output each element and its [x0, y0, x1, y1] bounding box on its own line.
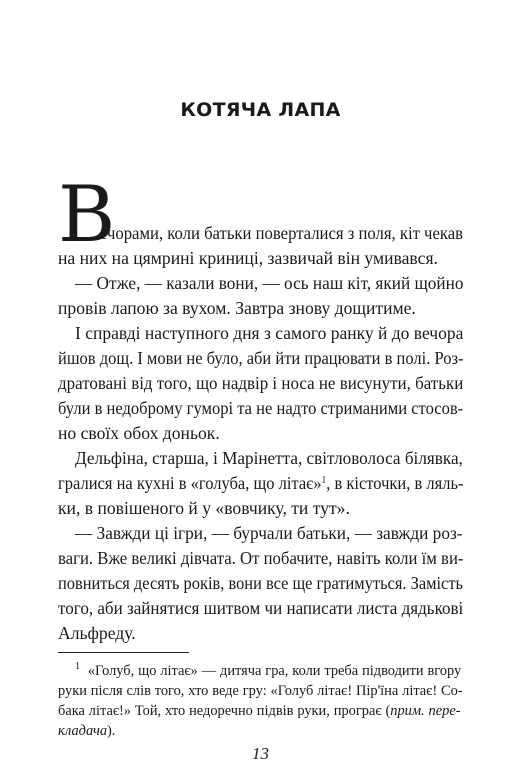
text-line: — Завжди ці ігри, — бурчали батьки, — завжди роз- — [75, 523, 463, 543]
text-line: І справді наступного дня з самого ранку й до вечора — [75, 323, 464, 343]
footnote-ref: 1 — [321, 475, 327, 486]
footnote-italic: прим. пере- — [390, 703, 461, 719]
footnote-line — [58, 702, 461, 721]
text-line: ечорами, коли батьки поверталися з поля, кіт чекав — [100, 223, 463, 243]
footnote-line — [75, 662, 461, 681]
footnote-text: «Голуб, що літає» — дитяча гра, коли треба підводити вгору — [87, 663, 462, 679]
text-line: на них на цямрині криниці, зазвичай він умивався. — [58, 248, 438, 268]
chapter-title: КОТЯЧА ЛАПА — [180, 99, 341, 121]
drop-cap: В — [58, 170, 116, 260]
footnote-line — [58, 722, 115, 741]
footnote-italic: кладача — [58, 723, 108, 739]
text-line: ваги. Вже великі дівчата. От побачите, навіть коли їм ви- — [58, 548, 464, 568]
page-number: 13 — [252, 744, 269, 763]
text-line: повниться десять років, вони все ще гратимуться. Замість — [58, 573, 464, 593]
footnote-line: руки після слів того, хто веде гру: «Голуб літає! Пір'їна літає! Со- — [58, 683, 463, 699]
text-line: — Отже, — казали вони, — ось наш кіт, який щойно — [75, 273, 464, 293]
footnote-text: ). — [107, 723, 116, 739]
text-line — [58, 471, 464, 495]
footnote-divider — [58, 652, 189, 653]
text-line: Дельфіна, старша, і Марінетта, світловолоса білявка, — [75, 448, 463, 468]
text-line: Альфреду. — [58, 623, 136, 643]
text-line: дратовані від того, що надвір і носа не висунути, батьки — [58, 373, 464, 393]
footnote-text: бака літає!» Той, хто недоречно підвів руки, програє ( — [58, 703, 391, 719]
text-line: но своїх обох доньок. — [58, 423, 220, 443]
text-line: йшов дощ. І мови не було, аби йти працювати в полі. Роз- — [58, 348, 464, 368]
text-line: того, аби зайнятися шитвом чи написати листа дядькові — [58, 598, 464, 618]
text-line: провів лапою за вухом. Завтра знову дощитиме. — [58, 298, 416, 318]
text-segment: гралися на кухні в «голуба, що літає» — [58, 473, 322, 493]
text-line: ки, в повішеного й у «вовчику, ти тут». — [58, 498, 350, 518]
text-segment: , в кісточки, в ляль- — [326, 473, 464, 493]
footnote-marker: 1 — [75, 661, 80, 672]
text-line: були в недоброму гуморі та не надто стриманими стосов- — [58, 398, 464, 418]
